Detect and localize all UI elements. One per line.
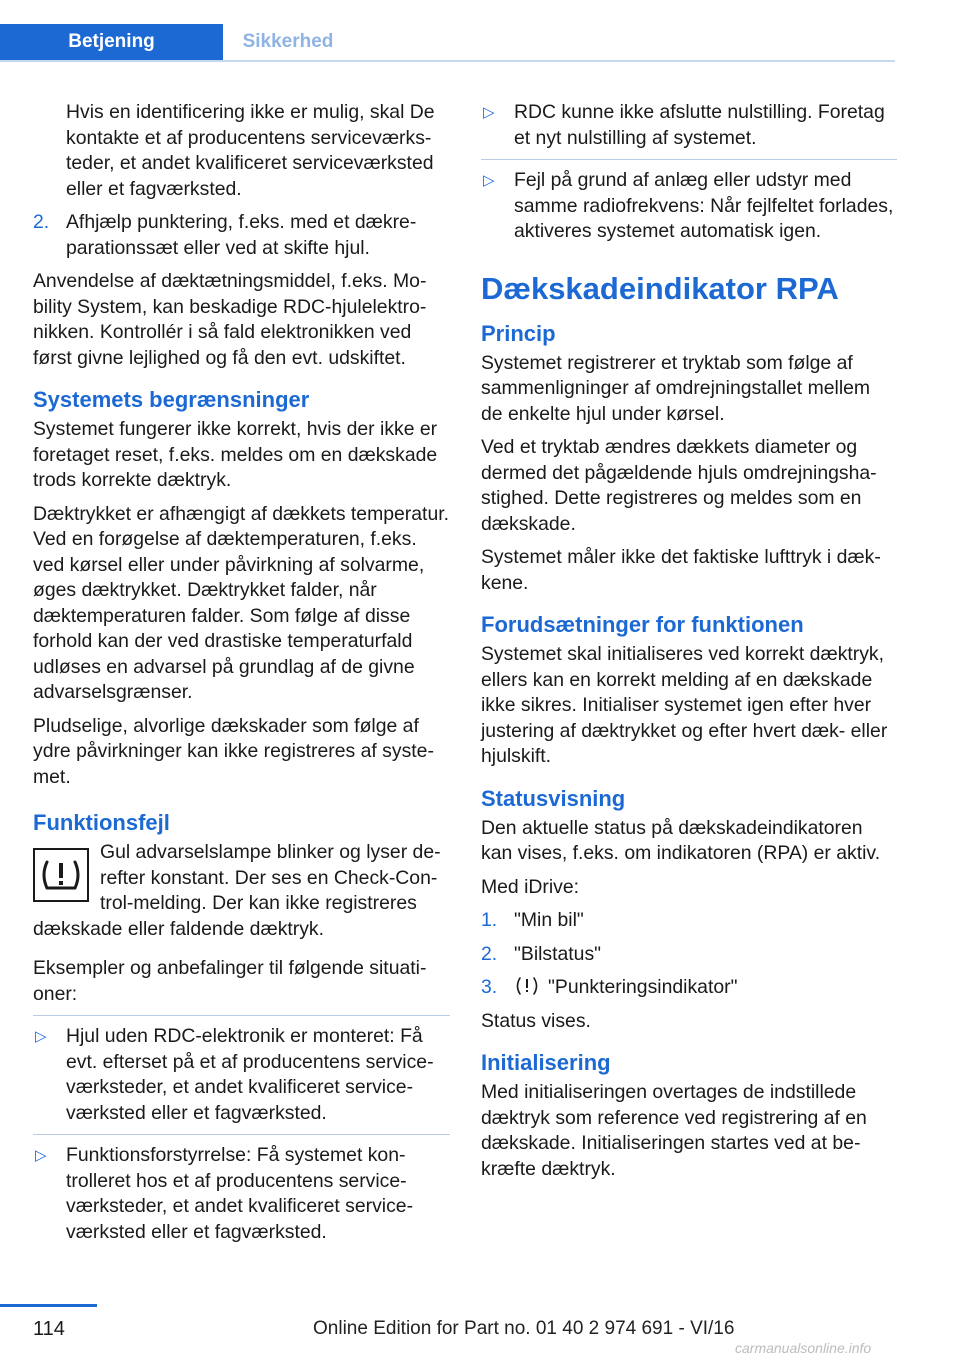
status-step-1 bbox=[481, 908, 897, 934]
bullet-divider bbox=[481, 159, 897, 160]
bullet-text: Hjul uden RDC-elektronik er monteret: Få evt. efterset på et af producentens serviceværksteder, et andet kvalificeret serviceværksted eller et fagværksted. bbox=[66, 1025, 434, 1124]
left-column bbox=[33, 100, 450, 1253]
header-divider bbox=[0, 60, 895, 62]
heading-status: Statusvisning bbox=[481, 785, 626, 811]
status-step-3-text: "Punkteringsindikator" bbox=[548, 976, 738, 998]
paragraph-limits-1: Systemet fungerer ikke korrekt, hvis der ikke er foretaget reset, f.eks. meldes om en dækskade trods korrekte dæktryk. bbox=[33, 418, 438, 491]
status-step-2-text: "Bilstatus" bbox=[514, 942, 602, 965]
triangle-bullet-icon: ▷ bbox=[35, 1147, 47, 1164]
tab-sikkerhed[interactable]: Sikkerhed bbox=[242, 31, 334, 52]
bullet-item bbox=[481, 100, 897, 151]
paragraph-requirements: Systemet skal initialiseres ved korrekt dæktryk, ellers kan en korrekt melding af en dækskade ikke sikres. Initialiser systemet igen efter hver justering af dæktrykket og efter hvert dæk- eller hjulskift. bbox=[481, 643, 888, 767]
step-2 bbox=[33, 210, 450, 261]
bullet-text: Fejl på grund af anlæg eller udstyr med samme radiofrekvens: Når fejlfeltet forlades, aktiveres systemet automatisk igen. bbox=[514, 169, 894, 242]
paragraph-limits-2: Dæktrykket er afhængigt af dækkets temperatur. Ved en forøgelse af dæktemperaturen, f.eks. ved kørsel eller under påvirkning af solvarme, øges dæktrykket. Dæktrykket falder, når dæktemperaturen falder. Som følge af disse forhold kan der ved drastiske temperaturfald udløses en advarsel på grundlag af de givne advarselsgrænser. bbox=[33, 502, 449, 703]
bullet-divider bbox=[33, 1134, 450, 1135]
paragraph-status-shown: Status vises. bbox=[481, 1009, 591, 1032]
triangle-bullet-icon: ▷ bbox=[483, 104, 495, 121]
status-step-2 bbox=[481, 942, 897, 968]
status-step-1-text: "Min bil" bbox=[514, 909, 584, 931]
fault-text: Gul advarselslampe blinker og lyser derefter konstant. Der ses en Check-Control-melding. Der kan ikke registreres bbox=[100, 841, 441, 914]
step1-continuation: Hvis en identificering ikke er mulig, skal De kontakte et af producentens serviceværksteder, et andet kvalificeret serviceværksted eller et fagværksted. bbox=[66, 101, 435, 200]
paragraph-principle-2: Ved et tryktab ændres dækkets diameter og dermed det pågældende hjuls omdrejningshastighed. Dette registreres og meldes som en dækskade. bbox=[481, 436, 877, 535]
bullet-item bbox=[481, 168, 897, 245]
page-number: 114 bbox=[33, 1318, 65, 1340]
fault-text-continued: dækskade eller faldende dæktryk. bbox=[33, 917, 325, 940]
bullet-text: Funktionsforstyrrelse: Få systemet kontrolleret hos et af producentens serviceværksteder, et andet kvalificeret serviceværksted eller et fagværksted. bbox=[66, 1144, 414, 1243]
fault-warning-block bbox=[33, 840, 450, 942]
footer-accent-line bbox=[0, 1304, 97, 1307]
watermark: carmanualsonline.info bbox=[735, 1340, 872, 1356]
paragraph-limits-3: Pludselige, alvorlige dækskader som følge af ydre påvirkninger kan ikke registreres af systemet. bbox=[33, 714, 434, 788]
footer-edition: Online Edition for Part no. 01 40 2 974 691 - VI/16 bbox=[313, 1318, 735, 1339]
bullet-item bbox=[33, 1024, 450, 1126]
step-2-number: 2. bbox=[33, 211, 50, 233]
heading-fault: Funktionsfejl bbox=[33, 810, 170, 835]
heading-initialisation: Initialisering bbox=[481, 1050, 611, 1075]
right-column bbox=[481, 100, 897, 1190]
header-tabbar bbox=[0, 24, 895, 62]
paragraph-examples: Eksempler og anbefalinger til følgende situationer: bbox=[33, 957, 427, 1005]
paragraph-status: Den aktuelle status på dækskadeindikatoren kan vises, f.eks. om indikatoren (RPA) er aktiv. bbox=[481, 816, 881, 864]
paragraph-idrive: Med iDrive: bbox=[481, 875, 580, 898]
heading-requirements: Forudsætninger for funktionen bbox=[481, 612, 804, 637]
puncture-indicator-icon bbox=[514, 976, 540, 996]
status-step-1-number: 1. bbox=[481, 909, 498, 931]
status-step-3-number: 3. bbox=[481, 976, 498, 998]
bullet-text: RDC kunne ikke afslutte nulstilling. Foretag et nyt nulstilling af systemet. bbox=[514, 101, 885, 149]
paragraph-initialisation: Med initialiseringen overtages de indstillede dæktryk som reference ved registrering af en dækskade. Initialiseringen startes ved at bekræfte dæktryk. bbox=[481, 1081, 867, 1180]
paragraph-principle-3: Systemet måler ikke det faktiske lufttryk i dækkene. bbox=[481, 546, 881, 594]
paragraph-sealant: Anvendelse af dæktætningsmiddel, f.eks. Mobility System, kan beskadige RDC-hjulelektronikken. Kontrollér i så fald elektronikken ved først givne lejlighed og få den evt. udskiftet. bbox=[33, 270, 427, 369]
bullet-divider bbox=[33, 1015, 450, 1016]
tab-betjening[interactable]: Betjening bbox=[0, 24, 223, 60]
step-2-text: Afhjælp punktering, f.eks. med et dækreparationssæt eller ved at skifte hjul. bbox=[66, 211, 417, 259]
heading-principle: Princip bbox=[481, 320, 556, 346]
heading-limits: Systemets begrænsninger bbox=[33, 387, 310, 412]
triangle-bullet-icon: ▷ bbox=[35, 1028, 47, 1045]
bullet-item bbox=[33, 1143, 450, 1245]
paragraph-principle-1: Systemet registrerer et tryktab som følge af sammenligninger af omdrejningstallet mellem de enkelte hjul under kørsel. bbox=[481, 351, 871, 425]
tire-pressure-warning-icon bbox=[33, 848, 89, 902]
status-step-3 bbox=[481, 975, 897, 1001]
status-step-2-number: 2. bbox=[481, 942, 498, 965]
triangle-bullet-icon: ▷ bbox=[483, 172, 495, 189]
heading-rpa: Dækskadeindikator RPA bbox=[481, 270, 839, 306]
